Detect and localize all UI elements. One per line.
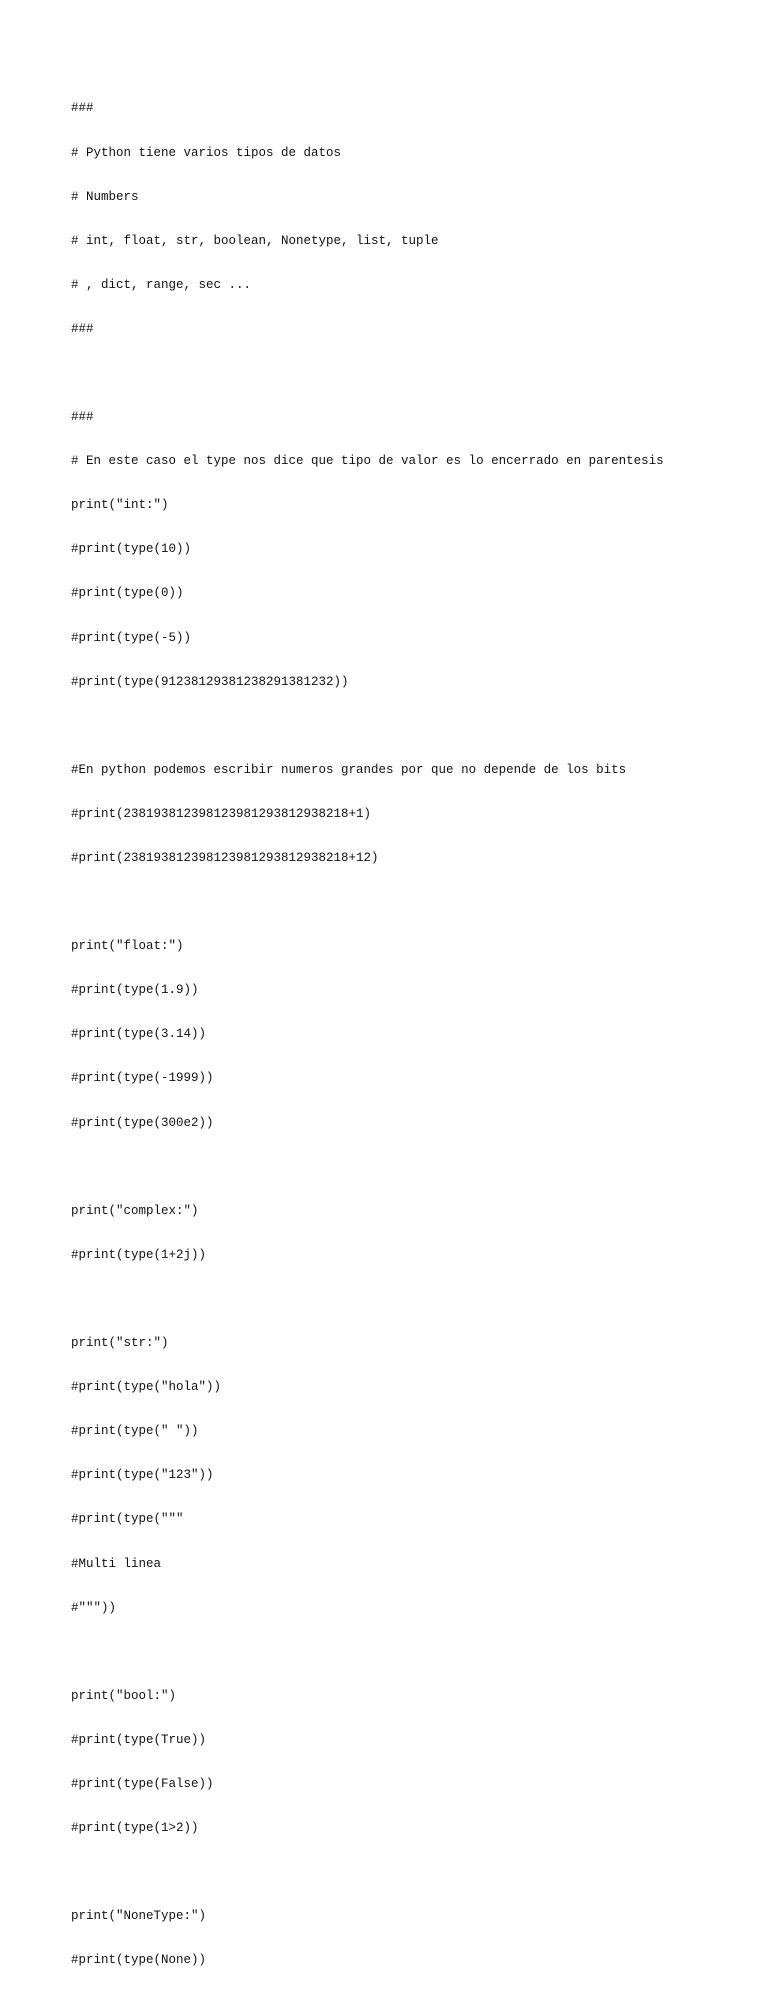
code-line: # Numbers xyxy=(71,189,139,204)
code-line: #print(238193812398123981293812938218+1) xyxy=(71,806,372,821)
code-line: # , dict, range, sec ... xyxy=(71,277,252,292)
code-line: ### xyxy=(71,410,94,425)
code-line xyxy=(71,895,664,910)
code-line: #print(type(1+2j)) xyxy=(71,1247,207,1262)
code-line: print("float:") xyxy=(71,939,184,954)
code-line: ### xyxy=(71,321,94,336)
code-line: #print(type(True)) xyxy=(71,1732,207,1747)
code-line: #print(type(3.14)) xyxy=(71,1027,207,1042)
code-line: print("complex:") xyxy=(71,1203,199,1218)
code-line: #print(type("123")) xyxy=(71,1468,214,1483)
code-line: #print(type(10)) xyxy=(71,542,192,557)
code-line: #print(type(""" xyxy=(71,1512,184,1527)
code-line: # int, float, str, boolean, Nonetype, list, tuple xyxy=(71,233,439,248)
code-line: #print(type(0)) xyxy=(71,586,184,601)
code-line: # En este caso el type nos dice que tipo de valor es lo encerrado en parentesis xyxy=(71,454,664,469)
code-line: print("bool:") xyxy=(71,1688,177,1703)
code-line: #print(type(-1999)) xyxy=(71,1071,214,1086)
code-listing xyxy=(71,72,664,1997)
code-line xyxy=(71,719,664,734)
code-line: ### xyxy=(71,101,94,116)
code-line: #""")) xyxy=(71,1600,117,1615)
code-line: #print(238193812398123981293812938218+12) xyxy=(71,851,379,865)
code-line: #print(type(" ")) xyxy=(71,1424,199,1439)
code-line: #print(type(300e2)) xyxy=(71,1115,214,1130)
code-line xyxy=(71,1865,664,1880)
code-line: #print(type(1.9)) xyxy=(71,983,199,998)
code-line: #print(type("hola")) xyxy=(71,1380,222,1395)
code-line xyxy=(71,1645,664,1660)
code-line xyxy=(71,366,664,381)
code-line: #print(type(None)) xyxy=(71,1953,207,1968)
code-line: #En python podemos escribir numeros grandes por que no depende de los bits xyxy=(71,762,627,777)
code-line: # Python tiene varios tipos de datos xyxy=(71,145,342,160)
code-line: print("NoneType:") xyxy=(71,1909,207,1924)
code-line xyxy=(71,1292,664,1307)
code-line: #print(type(91238129381238291381232)) xyxy=(71,674,349,689)
code-line: print("str:") xyxy=(71,1336,169,1351)
code-line: #print(type(1>2)) xyxy=(71,1821,199,1836)
code-line: print("int:") xyxy=(71,498,169,513)
code-line: #print(type(-5)) xyxy=(71,630,192,645)
code-line xyxy=(71,1160,664,1175)
code-line: #Multi linea xyxy=(71,1556,162,1571)
code-line: #print(type(False)) xyxy=(71,1776,214,1791)
